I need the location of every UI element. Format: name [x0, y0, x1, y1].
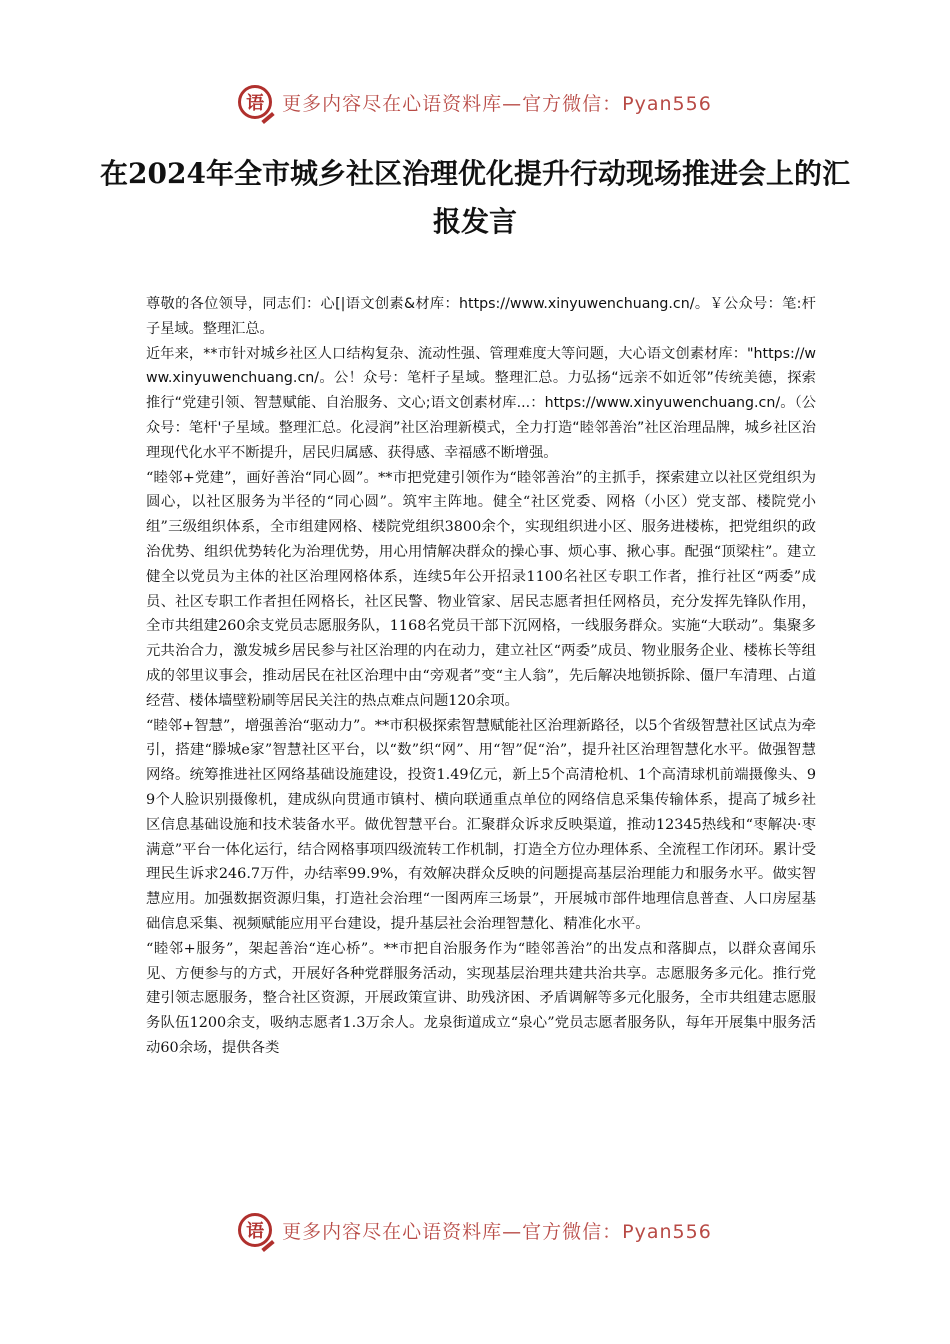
paragraph-greeting: 尊敬的各位领导，同志们：心[|语文创素&材库：https://www.xinyuwenchuang.cn/。￥公众号：笔:杆子星域。整理汇总。	[146, 296, 816, 337]
paragraph-party-building: “睦邻+党建”，画好善治“同心圆”。**市把党建引领作为“睦邻善治”的主抓手，探索建立以社区党组织为圆心，以社区服务为半径的“同心圆”。筑牢主阵地。健全“社区党委、网格（小区）党支部、楼院党小组”三级组织体系，全市组建网格、楼院党组织3800余个，实现组织进小区、服务进楼栋，把党组织的政治优势、组织优势转化为治理优势，用心用情解决群众的操心事、烦心事、揪心事。配强“顶梁柱”。建立健全以党员为主体的社区治理网格体系，连续5年公开招录1100名社区专职工作者，推行社区“两委”成员、社区专职工作者担任网格长，社区民警、物业管家、居民志愿者担任网格员，充分发挥先锋队作用，全市共组建260余支党员志愿服务队，1168名党员干部下沉网格，一线服务群众。实施“大联动”。集聚多元共治合力，激发城乡居民参与社区治理的内在动力，建立社区“两委”成员、物业服务企业、楼栋长等组成的邻里议事会，推动居民在社区治理中由“旁观者”变“主人翁”，先后解决地锁拆除、僵尸车清理、占道经营、楼体墙壁粉刷等居民关注的热点难点问题120余项。	[146, 469, 816, 709]
logo-icon: 语	[238, 85, 272, 119]
banner-text: 更多内容尽在心语资料库—官方微信：Pyan556	[282, 1220, 712, 1243]
header-banner	[0, 80, 950, 124]
paragraph-smart: “睦邻+智慧”，增强善治“驱动力”。**市积极探索智慧赋能社区治理新路径，以5个省级智慧社区试点为牵引，搭建“滕城e家”智慧社区平台，以“数”织“网”、用“智”促“治”，提升社区治理智慧化水平。做强智慧网络。统筹推进社区网络基础设施建设，投资1.49亿元，新上5个高清枪机、1个高清球机前端摄像头、99个人脸识别摄像机，建成纵向贯通市镇村、横向联通重点单位的网络信息采集传输体系，提高了城乡社区信息基础设施和技术装备水平。做优智慧平台。汇聚群众诉求反映渠道，推动12345热线和“枣解决·枣满意”平台一体化运行，结合网格事项四级流转工作机制，打造全方位办理体系、全流程工作闭环。累计受理民生诉求246.7万件，办结率99.9%，有效解决群众反映的问题提高基层治理能力和服务水平。做实智慧应用。加强数据资源归集，打造社会治理“一图两库三场景”，开展城市部件地理信息普查、人口房屋基础信息采集、视频赋能应用平台建设，提升基层社会治理智慧化、精准化水平。	[146, 717, 816, 932]
page-title: 在2024年全市城乡社区治理优化提升行动现场推进会上的汇报发言	[100, 157, 850, 238]
paragraph-intro: 近年来，**市针对城乡社区人口结构复杂、流动性强、管理难度大等问题，大心语文创素材库："https://www.xinyuwenchuang.cn/。公！众号：笔杆子星域。整理汇总。力弘扬“远亲不如近邻”传统美德，探索推行“党建引领、智慧赋能、自治服务、文心;语文创素材库...：https://www.xinyuwenchuang.cn/。（公众号：笔杆'子星域。整理汇总。化浸润”社区治理新模式，全力打造“睦邻善治”社区治理品牌，城乡社区治理现代化水平不断提升，居民归属感、获得感、幸福感不断增强。	[146, 345, 816, 461]
banner-text: 更多内容尽在心语资料库—官方微信：Pyan556	[282, 92, 712, 115]
document-body	[146, 292, 816, 1061]
footer-banner	[0, 1208, 950, 1252]
logo-icon: 语	[238, 1213, 272, 1247]
paragraph-service: “睦邻+服务”，架起善治“连心桥”。**市把自治服务作为“睦邻善治”的出发点和落脚点，以群众喜闻乐见、方便参与的方式，开展好各种党群服务活动，实现基层治理共建共治共享。志愿服务多元化。推行党建引领志愿服务，整合社区资源，开展政策宣讲、助残济困、矛盾调解等多元化服务，全市共组建志愿服务队伍1200余支，吸纳志愿者1.3万余人。龙泉街道成立“泉心”党员志愿者服务队，每年开展集中服务活动60余场，提供各类	[146, 940, 816, 1056]
